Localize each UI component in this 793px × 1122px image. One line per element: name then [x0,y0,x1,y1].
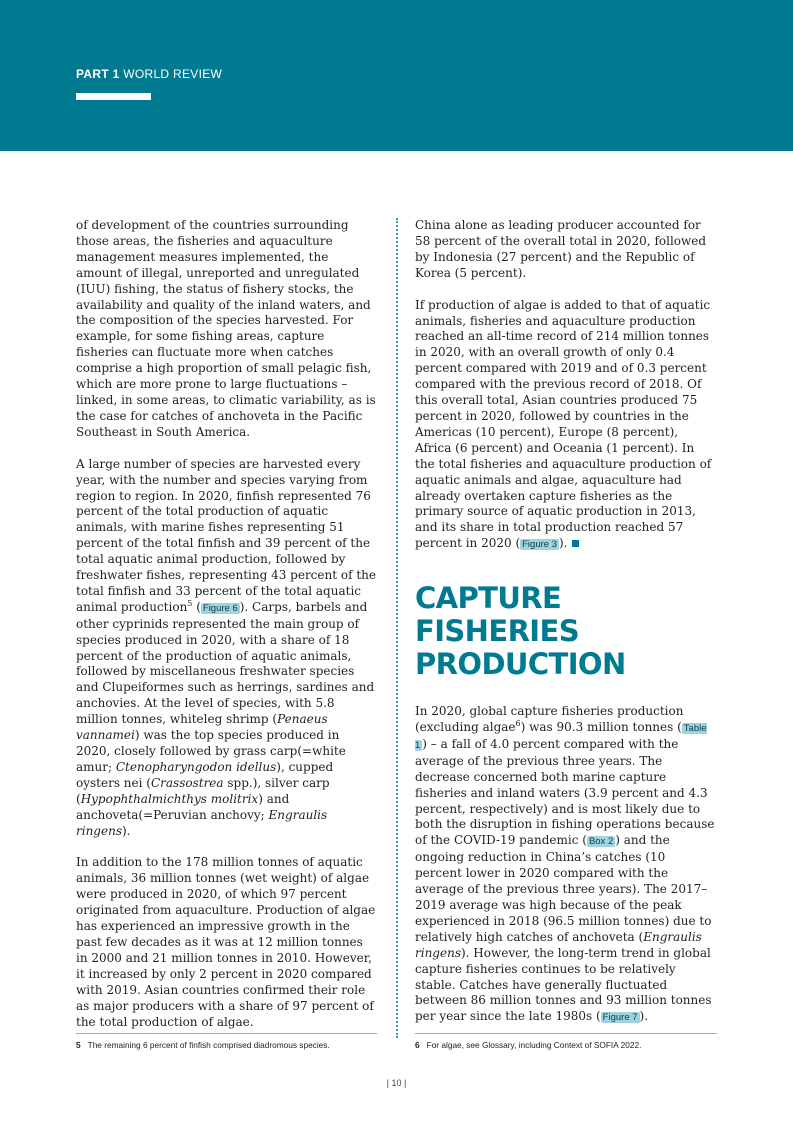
species-name: Penaeus vannamei [76,712,328,743]
part-label [76,67,222,81]
footnote-6 [415,1033,717,1050]
page-number: | 10 | [386,1078,407,1088]
footnote-number: 5 [76,1040,81,1050]
paragraph: China alone as leading producer accounted for 58 percent of the overall total in 2020, followed by Indonesia (27 percent) and the Republic of Korea (5 percent). [415,218,707,280]
footnote-number: 6 [415,1040,420,1050]
footnote-5 [76,1033,377,1050]
paragraph: of development of the countries surrounding those areas, the fisheries and aquaculture management measures implemented, the amount of illegal, unreported and unregulated (IUU) fishing, the status of fishery stocks, the availability and quality of the inland waters, and the composition of the species harvested. For example, for some fishing areas, capture fisheries can fluctuate more when catches comprise a high proportion of small pelagic fish, which are more prone to large fluctuations – linked, in some areas, to climatic variability, as is the case for catches of anchoveta in the Pacific Southeast in South America. [76,218,376,439]
section-end-icon [572,540,579,547]
footnote-marker[interactable]: 6 [515,719,521,729]
paragraph: In 2020, global capture fisheries production (excluding algae$^6$) was 90.3 million tonnes ( Table 1 ) – a fall of 4.0 percent compared with the average of the previous three years. The decrease concerned both marine capture fisheries and inland waters (3.9 percent and 4.3 percent, respectively) and is most likely due to both the disruption in fishing operations because of the COVID-19 pandemic ( Box 2 ) and the ongoing reduction in China’s catches (10 percent lower in 2020 compared with the average of the previous three years). The 2017–2019 average was high because of the peak experienced in 2018 (96.5 million tonnes) due to relatively high catches of anchoveta (Engraulis ringens). However, the long-term trend in global capture fisheries continues to be relatively stable. Catches have generally fluctuated between 86 million tonnes and 93 million tonnes per year since the late 1980s ( Figure 7 ). [415,704,715,1024]
footnote-text: The remaining 6 percent of finfish comprised diadromous species. [87,1040,330,1050]
figure-7-link[interactable]: Figure 7 [602,1012,638,1024]
paragraph: A large number of species are harvested every year, with the number and species varying from region to region. In 2020, finfish represented 76 percent of the total production of aquatic animals, with marine fishes representing 51 percent of the total finfish and 39 percent of the total aquatic animal production, followed by freshwater fishes, representing 43 percent of the total finfish and 33 percent of the total aquatic animal production$^5$ ( Figure 6 ). Carps, barbels and other cyprinids represented the main group of species produced in 2020, with a share of 18 percent of the production of aquatic animals, followed by miscellaneous freshwater species and Clupeiformes such as herrings, sardines and anchovies. At the level of species, with 5.8 million tonnes, whiteleg shrimp (Penaeus vannamei) was the top species produced in 2020, closely followed by grass carp(=white amur; Ctenopharyngodon idellus), cupped oysters nei (Crassostrea spp.), silver carp (Hypophthalmichthys molitrix) and anchoveta(=Peruvian anchovy; Engraulis ringens). [76,456,376,838]
figure-6-link[interactable]: Figure 6 [202,602,238,614]
species-name: Engraulis ringens [76,807,328,838]
table-1-link[interactable]: Table 1 [415,723,707,751]
figure-3-link[interactable]: Figure 3 [522,539,557,551]
species-name: Crassostrea [150,775,224,790]
header-accent-bar [76,93,151,100]
part-number: PART 1 [76,67,120,81]
part-title: WORLD REVIEW [123,67,223,81]
paragraph: In addition to the 178 million tonnes of aquatic animals, 36 million tonnes (wet weight) of algae were produced in 2020, of which 97 percent originated from aquaculture. Production of algae has experienced an impressive growth in the past few decades as it was at 12 million tonnes in 2000 and 21 million tonnes in 2010. However, it increased by only 2 percent in 2020 compared with 2019. Asian countries confirmed their role as major producers with a share of 97 percent of the total production of algae. [76,855,376,1029]
column-divider [396,218,398,1038]
page-header [0,0,793,151]
footnote-text: For algae, see Glossary, including Context of SOFIA 2022. [426,1040,642,1050]
footnote-marker[interactable]: 5 [187,598,193,608]
paragraph: If production of algae is added to that of aquatic animals, fisheries and aquaculture production reached an all-time record of 214 million tonnes in 2020, with an overall growth of only 0.4 percent compared with 2019 and of 0.3 percent compared with the previous record of 2018. Of this overall total, Asian countries produced 75 percent in 2020, followed by countries in the Americas (10 percent), Europe (8 percent), Africa (6 percent) and Oceania (1 percent). In the total fisheries and aquaculture production of aquatic animals and algae, aquaculture had already overtaken capture fisheries as the primary source of aquatic production in 2013, and its share in total production reached 57 percent in 2020 ( Figure 3 ). [415,297,712,551]
section-title: CAPTURE FISHERIES PRODUCTION [415,581,626,682]
left-column [76,218,376,1046]
right-column [415,218,715,1042]
species-name: Ctenopharyngodon idellus [115,759,277,774]
species-name: Hypophthalmichthys molitrix [80,791,259,806]
species-name: Engraulis ringens [415,929,702,960]
box-2-link[interactable]: Box 2 [588,836,614,848]
